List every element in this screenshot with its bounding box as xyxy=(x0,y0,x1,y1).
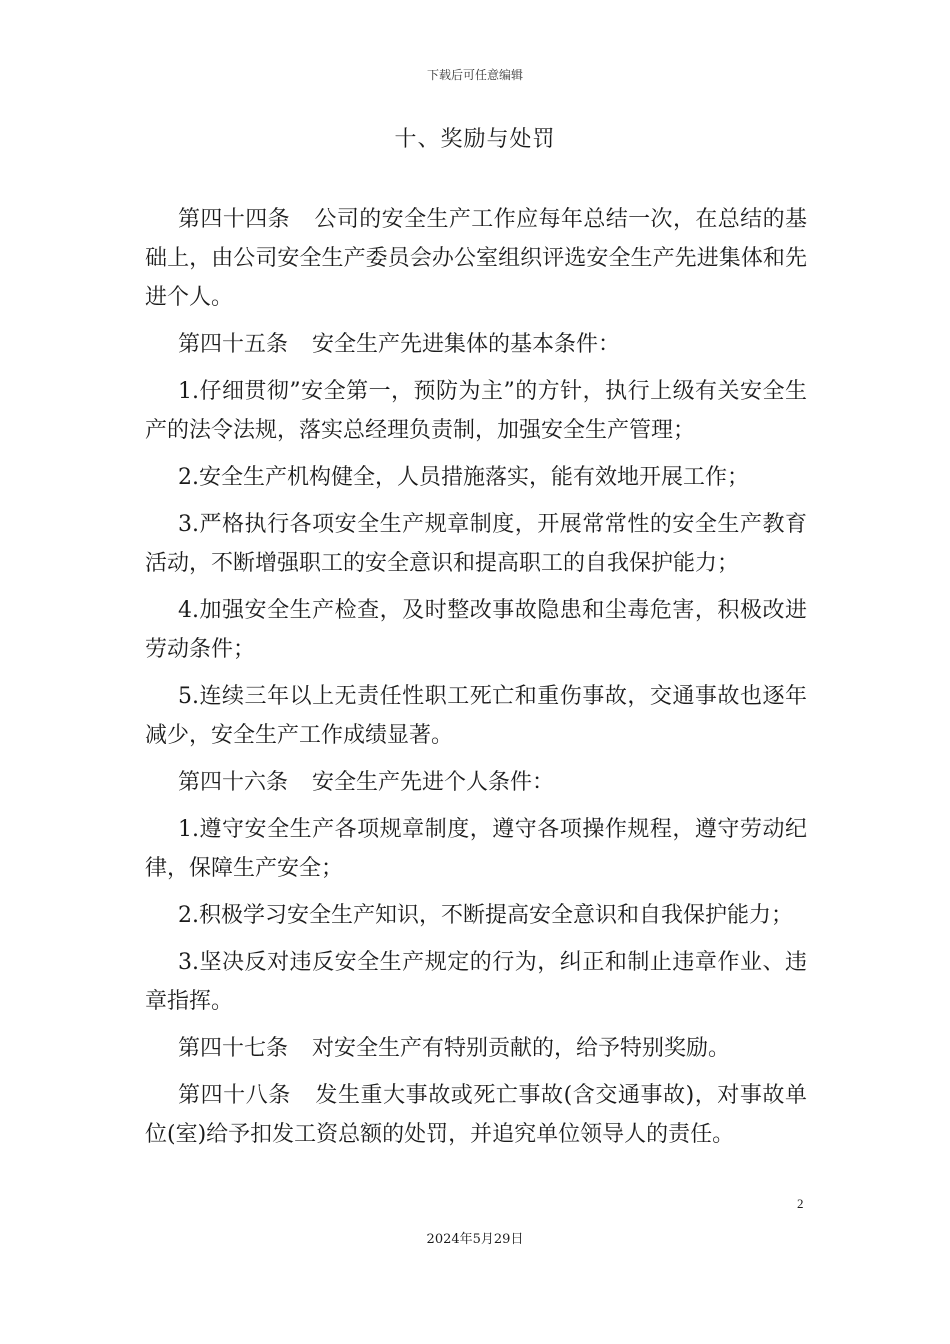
paragraph-text: 1.遵守安全生产各项规章制度，遵守各项操作规程，遵守劳动纪律，保障生产安全； xyxy=(145,817,807,881)
paragraph-text: 3.坚决反对违反安全生产规定的行为，纠正和制止违章作业、违章指挥。 xyxy=(145,950,807,1014)
paragraph-text: 对安全生产有特别贡献的，给予特别奖励。 xyxy=(312,1036,731,1061)
paragraph-text: 5.连续三年以上无责任性职工死亡和重伤事故，交通事故也逐年减少，安全生产工作成绩显著。 xyxy=(145,684,807,748)
page-number: 2 xyxy=(797,1196,804,1211)
article-number: 第四十四条 xyxy=(178,207,291,232)
paragraph xyxy=(145,505,807,583)
paragraph xyxy=(145,810,807,888)
paragraph xyxy=(145,1029,807,1068)
paragraph xyxy=(145,458,807,497)
article-number: 第四十七条 xyxy=(178,1036,289,1061)
article-number: 第四十六条 xyxy=(178,770,289,795)
paragraph xyxy=(145,677,807,755)
header-note: 下载后可任意编辑 xyxy=(426,68,523,82)
paragraph-text: 2.积极学习安全生产知识，不断提高安全意识和自我保护能力； xyxy=(178,903,793,928)
paragraph-text: 发生重大事故或死亡事故(含交通事故)，对事故单位(室)给予扣发工资总额的处罚，并追究单位领导人的责任。 xyxy=(145,1083,807,1147)
paragraph xyxy=(145,591,807,669)
paragraph xyxy=(145,1076,807,1154)
paragraph-text: 2.安全生产机构健全，人员措施落实，能有效地开展工作； xyxy=(178,465,749,490)
document-body xyxy=(145,200,807,1162)
paragraph xyxy=(145,325,807,364)
paragraph xyxy=(145,896,807,935)
paragraph-text: 安全生产先进集体的基本条件： xyxy=(312,332,621,357)
paragraph xyxy=(145,372,807,450)
paragraph-text: 4.加强安全生产检查，及时整改事故隐患和尘毒危害，积极改进劳动条件； xyxy=(145,598,807,662)
paragraph xyxy=(145,200,807,317)
paragraph-text: 公司的安全生产工作应每年总结一次，在总结的基础上，由公司安全生产委员会办公室组织评选安全生产先进集体和先进个人。 xyxy=(145,207,807,310)
paragraph-text: 3.严格执行各项安全生产规章制度，开展常常性的安全生产教育活动，不断增强职工的安全意识和提高职工的自我保护能力； xyxy=(145,512,807,576)
paragraph xyxy=(145,943,807,1021)
paragraph xyxy=(145,763,807,802)
article-number: 第四十五条 xyxy=(178,332,289,357)
paragraph-text: 1.仔细贯彻”安全第一，预防为主”的方针，执行上级有关安全生产的法令法规，落实总经理负责制，加强安全生产管理； xyxy=(145,379,807,443)
paragraph-text: 安全生产先进个人条件： xyxy=(312,770,555,795)
section-title: 十、奖励与处罚 xyxy=(394,127,556,152)
footer-date: 2024年5月29日 xyxy=(426,1232,524,1247)
article-number: 第四十八条 xyxy=(178,1083,291,1108)
